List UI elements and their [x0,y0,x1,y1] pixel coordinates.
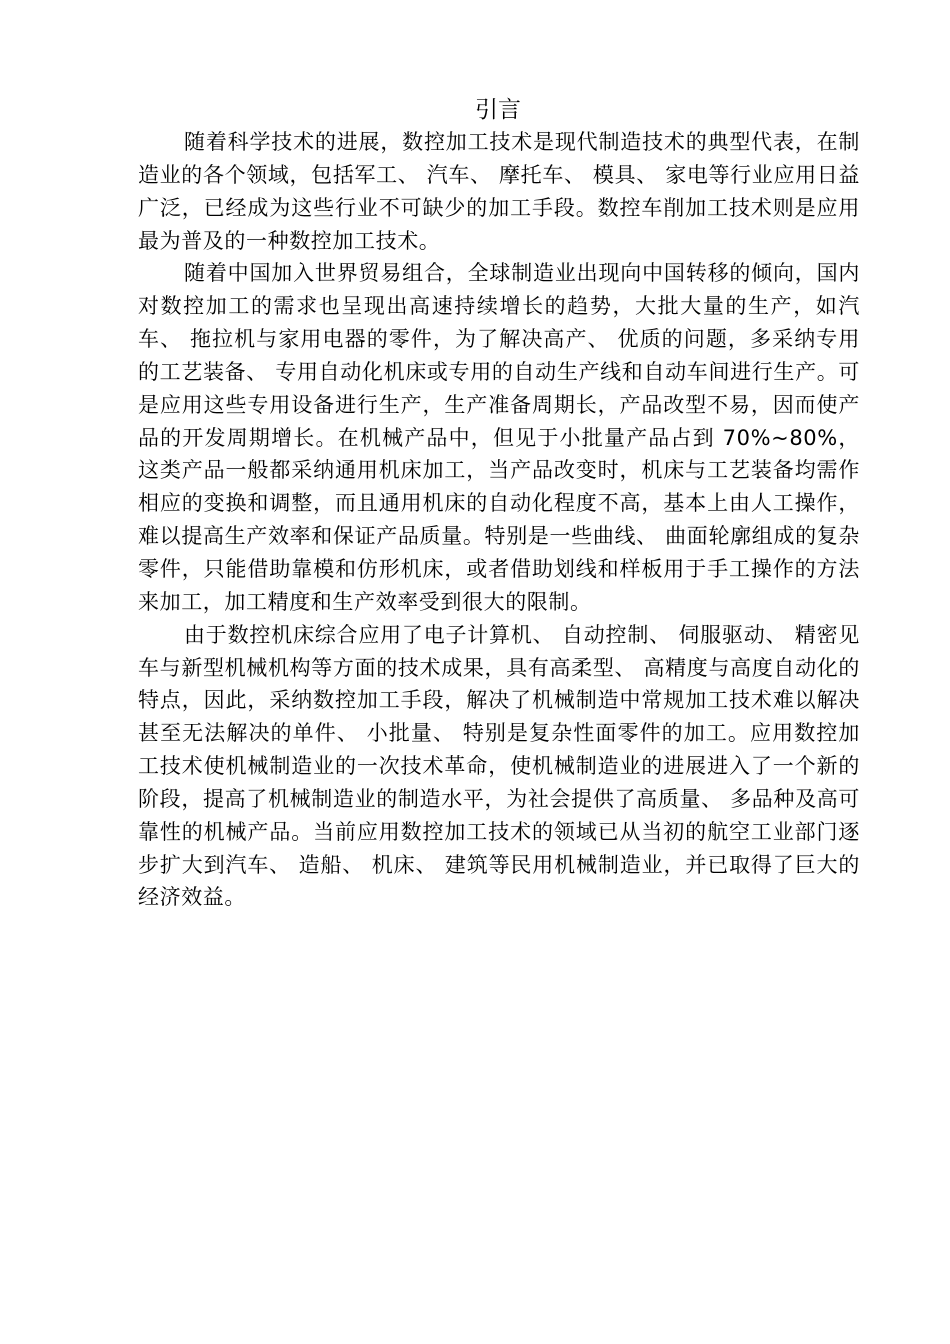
paragraph-2: 随着中国加入世界贸易组合，全球制造业出现向中国转移的倾向，国内对数控加工的需求也呈现出高速持续增长的趋势，大批大量的生产，如汽车、 拖拉机与家用电器的零件，为了解决高产、 优质的问题，多采纳专用的工艺装备、 专用自动化机床或专用的自动生产线和自动车间进行生产。可是应用这些专用设备进行生产，生产准备周期长，产品改型不易，因而使产品的开发周期增长。在机械产品中，但见于小批量产品占到 70%~80%，这类产品一般都采纳通用机床加工，当产品改变时，机床与工艺装备均需作相应的变换和调整，而且通用机床的自动化程度不高，基本上由人工操作，难以提高生产效率和保证产品质量。特别是一些曲线、 曲面轮廓组成的复杂零件，只能借助靠模和仿形机床，或者借助划线和样板用于手工操作的方法来加工，加工精度和生产效率受到很大的限制。 [138,261,860,614]
page-title: 引言 [475,97,521,123]
paragraph-1: 随着科学技术的进展，数控加工技术是现代制造技术的典型代表，在制造业的各个领域，包括军工、 汽车、 摩托车、 模具、 家电等行业应用日益广泛，已经成为这些行业不可缺少的加工手段。数控车削加工技术则是应用最为普及的一种数控加工技术。 [138,130,860,253]
paragraph-3: 由于数控机床综合应用了电子计算机、 自动控制、 伺服驱动、 精密见车与新型机械机构等方面的技术成果，具有高柔型、 高精度与高度自动化的特点，因此，采纳数控加工手段，解决了机械制造中常规加工技术难以解决甚至无法解决的单件、 小批量、 特别是复杂性面零件的加工。应用数控加工技术使机械制造业的一次技术革命，使机械制造业的进展进入了一个新的阶段，提高了机械制造业的制造水平，为社会提供了高质量、 多品种及高可靠性的机械产品。当前应用数控加工技术的领域已从当初的航空工业部门逐步扩大到汽车、 造船、 机床、 建筑等民用机械制造业，并已取得了巨大的经济效益。 [138,622,860,910]
document-body [138,126,860,914]
